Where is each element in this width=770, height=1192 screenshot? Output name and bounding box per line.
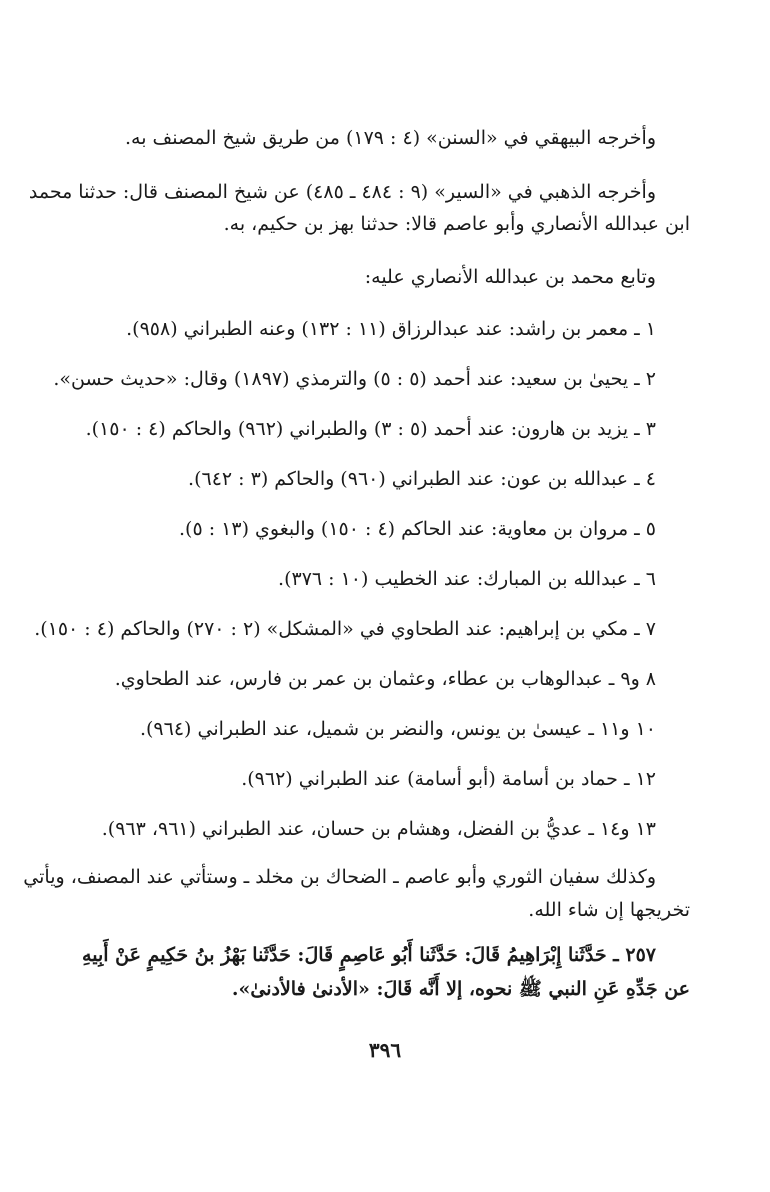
paragraph-others-line-2: تخريجها إن شاء الله. — [528, 899, 690, 921]
page-body — [23, 0, 690, 1000]
paragraph-bayhaqi: وأخرجه البيهقي في «السنن» (٤ : ١٧٩) من طريق شيخ المصنف به. — [125, 127, 656, 149]
list-item-1: ١ ـ معمر بن راشد: عند عبدالرزاق (١١ : ١٣٢) وعنه الطبراني (٩٥٨). — [126, 318, 656, 340]
paragraph-others-line-1: وكذلك سفيان الثوري وأبو عاصم ـ الضحاك بن مخلد ـ وستأتي عند المصنف، ويأتي — [23, 866, 656, 888]
list-item-12: ١٢ ـ حماد بن أسامة (أبو أسامة) عند الطبراني (٩٦٢). — [241, 768, 656, 790]
followers-heading: وتابع محمد بن عبدالله الأنصاري عليه: — [364, 266, 656, 288]
hadith-257-line-2: عن جَدِّهِ عَنِ النبي ﷺ نحوه، إلا أَنَّه قَالَ: «الأدنىٰ فالأدنىٰ». — [231, 978, 690, 1000]
list-item-7: ٧ ـ مكي بن إبراهيم: عند الطحاوي في «المشكل» (٢ : ٢٧٠) والحاكم (٤ : ١٥٠). — [34, 618, 656, 640]
page-number: ٣٩٦ — [368, 1038, 402, 1062]
list-item-13-14: ١٣ و١٤ ـ عديُّ بن الفضل، وهشام بن حسان، عند الطبراني (٩٦١، ٩٦٣). — [101, 818, 656, 840]
paragraph-dhahabi-line-1: وأخرجه الذهبي في «السير» (٩ : ٤٨٤ ـ ٤٨٥) عن شيخ المصنف قال: حدثنا محمد — [28, 181, 656, 203]
list-item-3: ٣ ـ يزيد بن هارون: عند أحمد (٥ : ٣) والطبراني (٩٦٢) والحاكم (٤ : ١٥٠). — [85, 418, 656, 440]
list-item-10-11: ١٠ و١١ ـ عيسىٰ بن يونس، والنضر بن شميل، عند الطبراني (٩٦٤). — [139, 718, 656, 740]
list-item-6: ٦ ـ عبدالله بن المبارك: عند الخطيب (١٠ : ٣٧٦). — [278, 568, 656, 590]
list-item-8-9: ٨ و٩ ـ عبدالوهاب بن عطاء، وعثمان بن عمر بن فارس، عند الطحاوي. — [114, 668, 656, 690]
paragraph-dhahabi-line-2: ابن عبدالله الأنصاري وأبو عاصم قالا: حدثنا بهز بن حكيم، به. — [223, 213, 690, 235]
list-item-2: ٢ ـ يحيىٰ بن سعيد: عند أحمد (٥ : ٥) والترمذي (١٨٩٧) وقال: «حديث حسن». — [53, 368, 656, 390]
hadith-257-line-1: ٢٥٧ ـ حَدَّثَنا إِبْرَاهِيمُ قَالَ: حَدَّثَنا أَبُو عَاصِمٍ قَالَ: حَدَّثَنا بَهْزُ بنُ حَكِيمٍ عَنْ أَبِيهِ — [82, 944, 656, 966]
list-item-5: ٥ ـ مروان بن معاوية: عند الحاكم (٤ : ١٥٠) والبغوي (١٣ : ٥). — [179, 518, 656, 540]
list-item-4: ٤ ـ عبدالله بن عون: عند الطبراني (٩٦٠) والحاكم (٣ : ٦٤٢). — [188, 468, 656, 490]
